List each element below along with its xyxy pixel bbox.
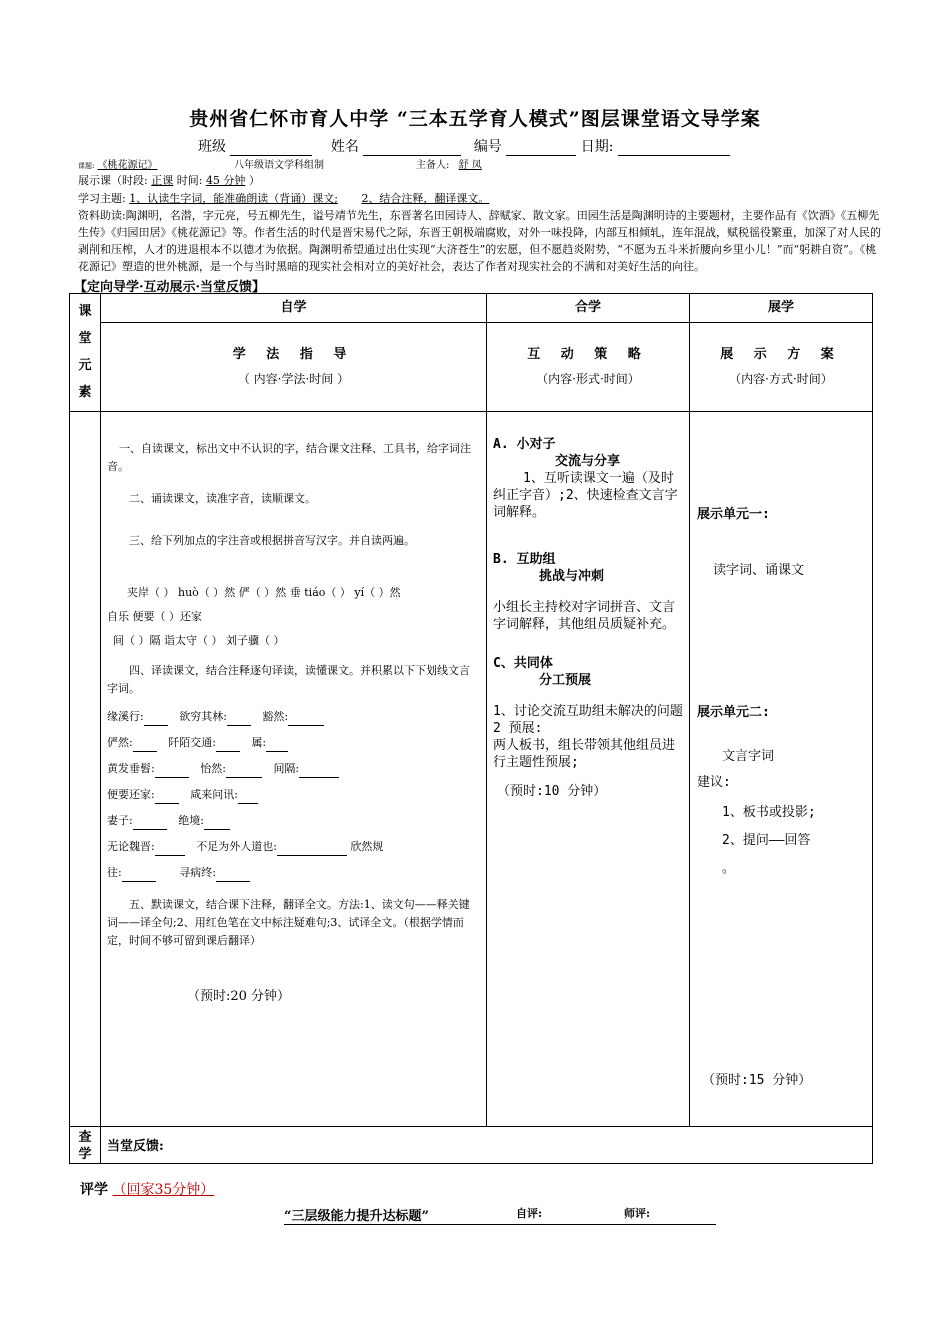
self-step-2: 二、诵读课文，读准字音，读顺课文。 bbox=[129, 492, 316, 505]
show-suggest-2: 2、提问——回答 bbox=[722, 833, 811, 848]
vocab-line-7: 往: 寻病终: bbox=[107, 864, 480, 882]
coop-study-header: 合学 bbox=[487, 294, 690, 323]
coop-c-text-3: 两人板书，组长带领其他组员进行主题性预展; bbox=[493, 738, 676, 770]
eval-time: （回家35分钟） bbox=[112, 1182, 215, 1198]
subject-group: 八年级语文学科组制 bbox=[234, 160, 324, 171]
preparer-label: 主备人: bbox=[416, 160, 450, 171]
subtitle-line bbox=[284, 1205, 716, 1225]
self-study-header: 自学 bbox=[101, 294, 487, 323]
self-study-content bbox=[101, 412, 487, 1127]
learning-goals bbox=[78, 190, 489, 206]
class-field[interactable] bbox=[230, 140, 312, 156]
pinyin-line-2: 自乐 便要（ ）还家 bbox=[107, 610, 202, 623]
class-label: 班级 bbox=[198, 139, 226, 155]
show-suggest-1: 1、板书或投影; bbox=[722, 805, 816, 820]
self-step-4: 四、译读课文，结合注释逐句译读，读懂课文。并积累以下下划线文言字词。 bbox=[107, 664, 470, 695]
lesson-meta bbox=[78, 156, 482, 171]
coop-b-text: 小组长主持校对字词拼音、文言字词解释，其他组员质疑补充。 bbox=[493, 600, 676, 632]
lesson-period: 正课 bbox=[151, 174, 174, 187]
goals-label: 学习主题: bbox=[78, 192, 126, 205]
goal-1: 1、认读生字词，能准确朗读（背诵）课文; bbox=[129, 192, 338, 205]
self-step-3: 三、给下列加点的字注音或根据拼音写汉字。并自读两遍。 bbox=[129, 534, 415, 547]
section-header: 【定向导学·互动展示·当堂反馈】 bbox=[74, 280, 266, 295]
coop-strategy-header: 互 动 策 略 （内容·形式·时间） bbox=[487, 323, 690, 412]
vocab-line-3: 黄发垂髫: 怡然: 间隔: bbox=[107, 760, 480, 778]
preparer bbox=[416, 156, 482, 171]
show-plan-header: 展 示 方 案 （内容·方式·时间） bbox=[690, 323, 873, 412]
number-field[interactable] bbox=[506, 140, 576, 156]
show-suggest-label: 建议: bbox=[697, 775, 731, 790]
show-study-header: 展学 bbox=[690, 294, 873, 323]
coop-time: （预时:10 分钟） bbox=[497, 784, 607, 799]
date-label: 日期: bbox=[580, 139, 614, 155]
lesson-topic: 《桃花源记》 bbox=[97, 160, 158, 171]
topic-label: 课题: bbox=[78, 162, 95, 170]
name-label: 姓名 bbox=[330, 139, 359, 155]
coop-a-sub: 交流与分享 bbox=[555, 454, 621, 469]
show-unit-1-text: 读字词、诵课文 bbox=[713, 563, 805, 578]
class-elements-label: 课堂元素 bbox=[70, 294, 101, 412]
show-suggest-3: 。 bbox=[722, 861, 736, 876]
background-reading: 资料助读:陶渊明，名潜，字元亮，号五柳先生，谥号靖节先生，东晋著名田园诗人、辞赋家、散文家。田园生活是陶渊明诗的主要题材，主要作品有《饮酒》《五柳先生传》《归园田居》《桃花源记》等。作者生活的时代是晋宋易代之际，东晋王朝极端腐败，对外一味投降，内部互相倾轧，连年混战，赋税徭役繁重，加深了对人民的剥削和压榨，人才的进退根本不以德才为依据。陶渊明希望通过出仕实现“大济苍生”的宏愿，但不愿趋炎附势，“不愿为五斗米折腰向乡里小儿！”而“躬耕自资”。《桃花源记》塑造的世外桃源，是一个与当时黑暗的现实社会相对立的美好社会，表达了作者对现实社会的不满和对美好生活的向往。 bbox=[78, 209, 881, 273]
vocab-line-2: 俨然: 阡陌交通: 属: bbox=[107, 734, 480, 752]
side-blank bbox=[70, 412, 101, 1127]
self-step-1: 一、自读课文，标出文中不认识的字，结合课文注释、工具书，给字词注音。 bbox=[107, 442, 471, 473]
eval-line bbox=[80, 1179, 214, 1199]
self-time: （预时:20 分钟） bbox=[187, 989, 291, 1004]
page-title: 贵州省仁怀市育人中学 “三本五学育人模式”图层课堂语文导学案 bbox=[189, 108, 761, 130]
name-field[interactable] bbox=[363, 140, 461, 156]
vocab-line-6: 无论魏晋: 不足为外人道也: 欣然规 bbox=[107, 838, 480, 856]
lesson-time: 45 分钟 bbox=[205, 174, 246, 187]
show-unit-2-text: 文言字词 bbox=[722, 749, 775, 764]
coop-c-text-1: 1、讨论交流互助组未解决的问题 bbox=[493, 704, 683, 719]
show-unit-1-title: 展示单元一: bbox=[697, 507, 770, 522]
lesson-type-prefix: 展示课（时段: bbox=[78, 174, 148, 187]
show-unit-2-title: 展示单元二: bbox=[697, 705, 770, 720]
show-time: （预时:15 分钟） bbox=[702, 1073, 812, 1088]
lesson-table bbox=[69, 293, 873, 1164]
self-step-5: 五、默读课文，结合课下注释，翻译全文。方法:1、读文句——释关键词——译全句;2、用红色笔在文中标注疑难句;3、试译全文。（根据学情而定，时间不够可留到课后翻译） bbox=[107, 898, 470, 947]
student-info-row bbox=[198, 136, 730, 156]
coop-b-title: B. 互助组 bbox=[493, 552, 556, 567]
pinyin-line-3: 间（ ）隔 诣太守（ ） 刘子骥（ ） bbox=[113, 634, 285, 647]
feedback-label: 当堂反馈: bbox=[107, 1139, 164, 1154]
goal-2: 2、结合注释，翻译课文。 bbox=[361, 192, 490, 205]
vocab-line-5: 妻子: 绝境: bbox=[107, 812, 480, 830]
subtitle: “三层级能力提升达标题” bbox=[284, 1209, 429, 1224]
coop-b-sub: 挑战与冲刺 bbox=[539, 569, 605, 584]
lesson-type-suffix: ） bbox=[248, 174, 260, 187]
eval-label: 评学 bbox=[80, 1182, 108, 1198]
coop-a-title: A. 小对子 bbox=[493, 437, 556, 452]
coop-study-content bbox=[487, 412, 690, 1127]
check-label: 查学 bbox=[70, 1127, 101, 1164]
date-field[interactable] bbox=[618, 140, 730, 156]
lesson-time-label: 时间: bbox=[176, 174, 203, 187]
vocab-line-1: 缘溪行: 欲穷其林: 豁然: bbox=[107, 708, 480, 726]
coop-c-text-2: 2 预展: bbox=[493, 721, 543, 736]
self-method-header: 学 法 指 导 （ 内容·学法·时间 ） bbox=[101, 323, 487, 412]
vocab-line-4: 便要还家: 咸来问讯: bbox=[107, 786, 480, 804]
number-label: 编号 bbox=[473, 139, 502, 155]
coop-c-sub: 分工预展 bbox=[539, 673, 592, 688]
teacher-eval-label: 师评: bbox=[624, 1207, 651, 1220]
self-eval-label: 自评: bbox=[516, 1207, 543, 1220]
coop-c-title: C、共同体 bbox=[493, 656, 553, 671]
preparer-name: 舒 凤 bbox=[458, 160, 482, 171]
show-study-content bbox=[690, 412, 873, 1127]
lesson-type bbox=[78, 172, 260, 188]
pinyin-line-1: 夹岸（ ） huò（ ）然 俨（ ）然 垂 tiáo（ ） yí（ ）然 bbox=[127, 586, 401, 599]
feedback-cell[interactable] bbox=[101, 1127, 873, 1164]
coop-a-text: 1、互听读课文一遍（及时纠正字音）;2、快速检查文言字词解释。 bbox=[493, 471, 678, 520]
